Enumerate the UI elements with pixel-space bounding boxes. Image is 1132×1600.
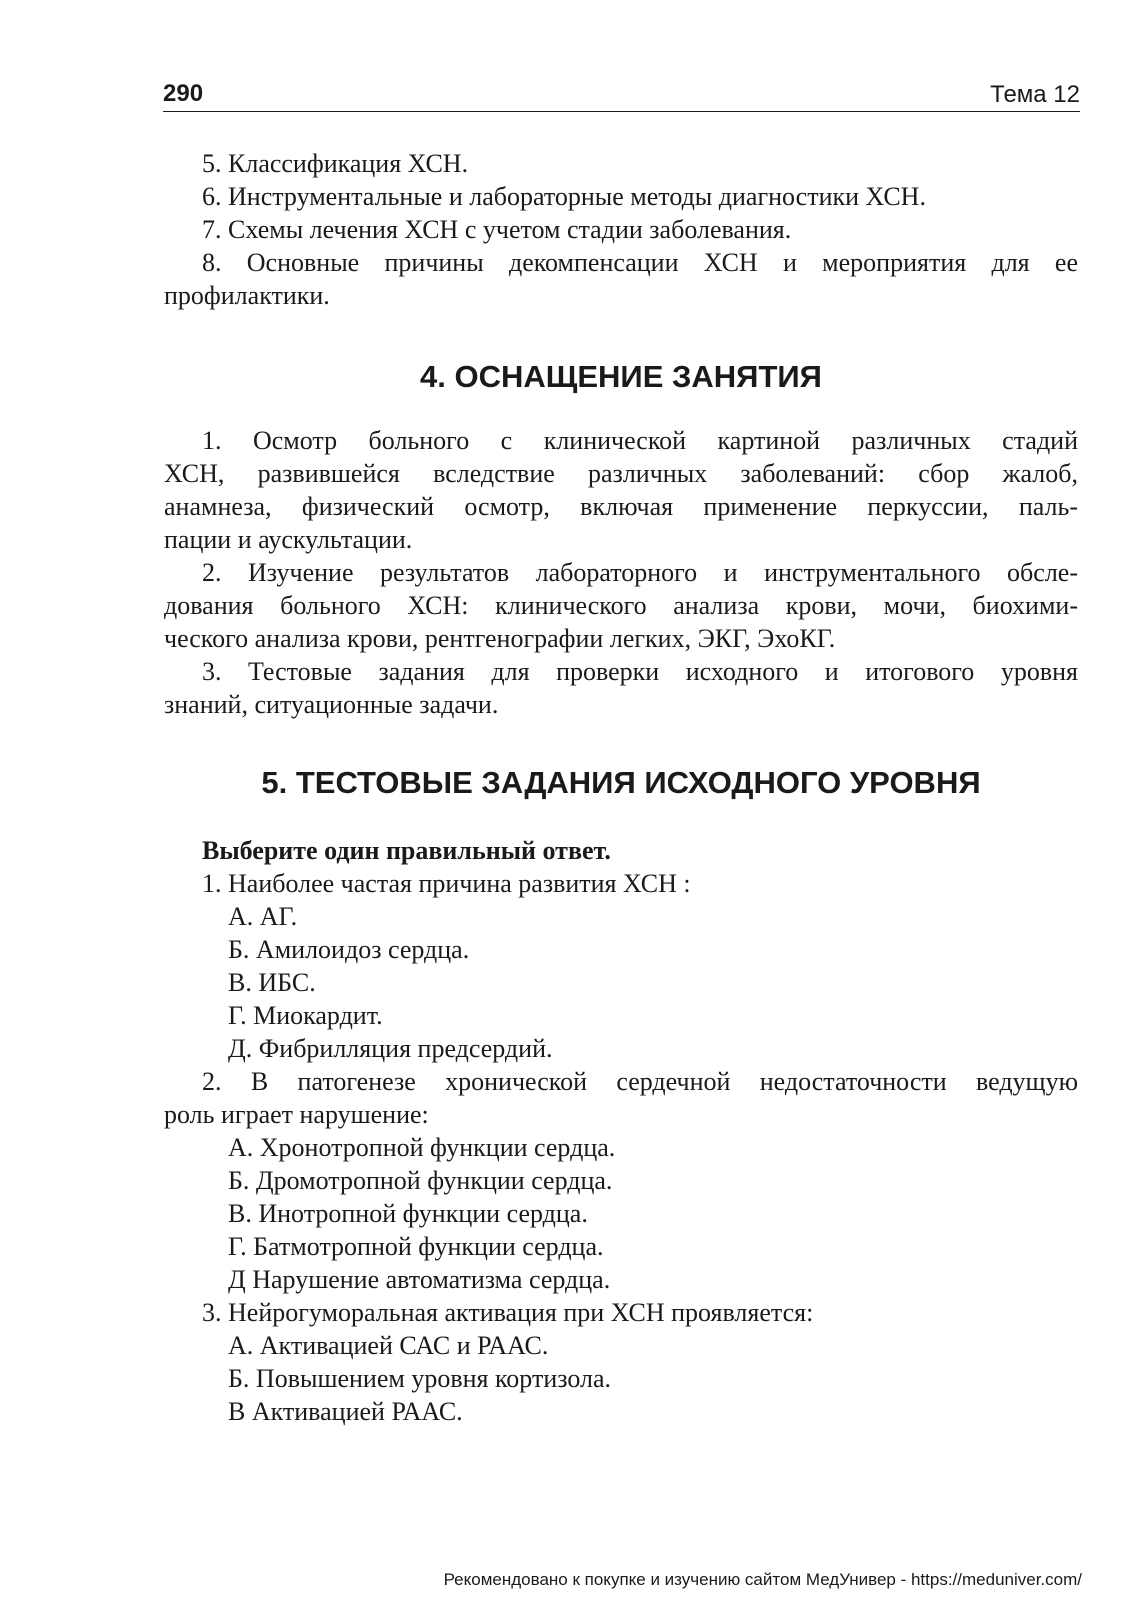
header-rule: [163, 111, 1080, 112]
answer-option: А. Хронотропной функции сердца.: [228, 1133, 616, 1162]
answer-option: В Активацией РААС.: [228, 1397, 463, 1426]
list-item-continuation: профилактики.: [164, 281, 330, 310]
list-item: 5. Классификация ХСН.: [202, 149, 469, 178]
section-heading: 5. ТЕСТОВЫЕ ЗАДАНИЯ ИСХОДНОГО УРОВНЯ: [261, 765, 981, 800]
paragraph-line: ческого анализа крови, рентгенографии легких, ЭКГ, ЭхоКГ.: [164, 624, 836, 653]
answer-option: А. АГ.: [228, 902, 298, 931]
answer-option: В. ИБС.: [228, 968, 316, 997]
paragraph-line: дования больного ХСН: клинического анализа крови, мочи, биохими-: [164, 591, 1078, 620]
answer-option: Б. Дромотропной функции сердца.: [228, 1166, 613, 1195]
running-title: Тема 12: [990, 81, 1080, 108]
paragraph-line: 3. Тестовые задания для проверки исходного и итогового уровня: [202, 657, 1078, 686]
answer-option: Г. Миокардит.: [228, 1001, 383, 1030]
paragraph-line: ХСН, развившейся вследствие различных заболеваний: сбор жалоб,: [164, 459, 1078, 488]
list-item: 7. Схемы лечения ХСН с учетом стадии заболевания.: [202, 215, 792, 244]
paragraph-line: 2. Изучение результатов лабораторного и инструментального обсле-: [202, 558, 1078, 587]
instruction-text: Выберите один правильный ответ.: [202, 836, 611, 865]
section-heading: 4. ОСНАЩЕНИЕ ЗАНЯТИЯ: [420, 359, 822, 394]
answer-option: Д. Фибрилляция предсердий.: [228, 1034, 553, 1063]
question: 2. В патогенезе хронической сердечной недостаточности ведущую: [202, 1067, 1078, 1096]
answer-option: В. Инотропной функции сердца.: [228, 1199, 588, 1228]
question: 1. Наиболее частая причина развития ХСН :: [202, 869, 691, 898]
paragraph-line: 1. Осмотр больного с клинической картиной различных стадий: [202, 426, 1078, 455]
paragraph-line: знаний, ситуационные задачи.: [164, 690, 499, 719]
question: 3. Нейрогуморальная активация при ХСН проявляется:: [202, 1298, 814, 1327]
answer-option: А. Активацией САС и РААС.: [228, 1331, 549, 1360]
answer-option: Г. Батмотропной функции сердца.: [228, 1232, 604, 1261]
answer-option: Д Нарушение автоматизма сердца.: [228, 1265, 611, 1294]
answer-option: Б. Повышением уровня кортизола.: [228, 1364, 612, 1393]
paragraph-line: анамнеза, физический осмотр, включая применение перкуссии, паль-: [164, 492, 1078, 521]
page-number: 290: [163, 80, 204, 107]
list-item: 8. Основные причины декомпенсации ХСН и мероприятия для ее: [202, 248, 1078, 277]
footer-note: Рекомендовано к покупке и изучению сайтом МедУнивер - https://meduniver.com/: [443, 1570, 1082, 1589]
list-item: 6. Инструментальные и лабораторные методы диагностики ХСН.: [202, 182, 926, 211]
answer-option: Б. Амилоидоз сердца.: [228, 935, 470, 964]
question-continuation: роль играет нарушение:: [164, 1100, 429, 1129]
paragraph-line: пации и аускультации.: [164, 525, 413, 554]
